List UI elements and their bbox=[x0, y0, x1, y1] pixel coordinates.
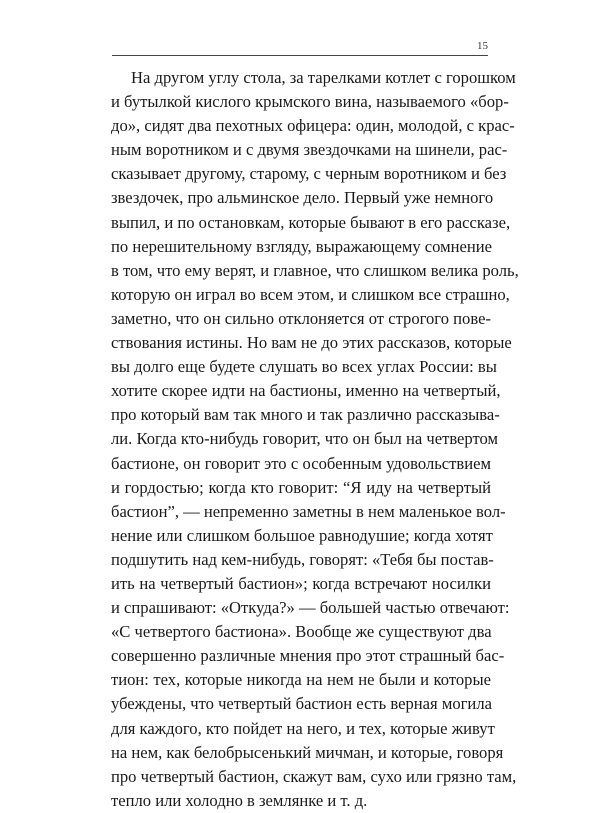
text-line: в том, что ему верят, и главное, что слишком велика роль, bbox=[111, 260, 519, 280]
text-line: до», сидят два пехотных офицера: один, молодой, с крас- bbox=[111, 116, 515, 136]
text-line: для каждого, кто пойдет на него, и тех, которые живут bbox=[111, 718, 495, 738]
text-line: и гордостью; когда кто говорит: “Я иду на четвертый bbox=[111, 477, 491, 497]
text-line: и спрашивают: «Откуда?» — большей частью отвечают: bbox=[111, 598, 510, 618]
text-line: нение или слишком большое равнодушие; когда хотят bbox=[111, 525, 493, 545]
text-line: сказывает другому, старому, с черным воротником и без bbox=[111, 164, 507, 184]
text-line: бастион”, — непременно заметны в нем маленькое вол- bbox=[111, 501, 506, 521]
body-text bbox=[111, 66, 519, 813]
text-line: заметно, что он сильно отклоняется от строгого пове- bbox=[111, 308, 491, 328]
text-line: тепло или холодно в землянке и т. д. bbox=[111, 790, 368, 810]
text-line: и бутылкой кислого крымского вина, называемого «бор- bbox=[111, 92, 509, 112]
header-rule bbox=[112, 55, 488, 56]
text-line: подшутить над кем-нибудь, говорят: «Тебя бы постав- bbox=[111, 549, 494, 569]
page-number: 15 bbox=[477, 40, 488, 52]
text-line: которую он играл во всем этом, и слишком все страшно, bbox=[111, 284, 510, 304]
text-line: ным воротником и с двумя звездочками на шинели, рас- bbox=[111, 140, 508, 160]
text-line: убеждены, что четвертый бастион есть верная могила bbox=[111, 694, 492, 714]
text-line: ствования истины. Но вам не до этих рассказов, которые bbox=[111, 333, 512, 353]
text-line: бастионе, он говорит это с особенным удовольствием bbox=[111, 453, 491, 473]
text-line: про четвертый бастион, скажут вам, сухо или грязно там, bbox=[111, 766, 517, 786]
text-line: тион: тех, которые никогда на нем не были и которые bbox=[111, 670, 491, 690]
text-line: ить на четвертый бастион»; когда встречают носилки bbox=[111, 573, 491, 593]
text-line: вы долго еще будете слушать во всех углах России: вы bbox=[111, 357, 497, 377]
text-line: по нерешительному взгляду, выражающему сомнение bbox=[111, 236, 492, 256]
text-line: звездочек, про альминское дело. Первый уже немного bbox=[111, 188, 494, 208]
text-line: хотите скорее идти на бастионы, именно на четвертый, bbox=[111, 381, 501, 401]
text-line: ли. Когда кто-нибудь говорит, что он был на четвертом bbox=[111, 429, 499, 449]
text-line: на нем, как белобрысенький мичман, и которые, говоря bbox=[111, 742, 504, 762]
text-line: совершенно различные мнения про этот страшный бас- bbox=[111, 646, 505, 666]
page-header bbox=[112, 40, 488, 56]
text-line: про который вам так много и так различно рассказыва- bbox=[111, 405, 500, 425]
text-line: «С четвертого бастиона». Вообще же существуют два bbox=[111, 622, 492, 642]
text-line: На другом углу стола, за тарелками котлет с горошком bbox=[131, 68, 516, 87]
text-line: выпил, и по остановкам, которые бывают в его рассказе, bbox=[111, 212, 511, 232]
